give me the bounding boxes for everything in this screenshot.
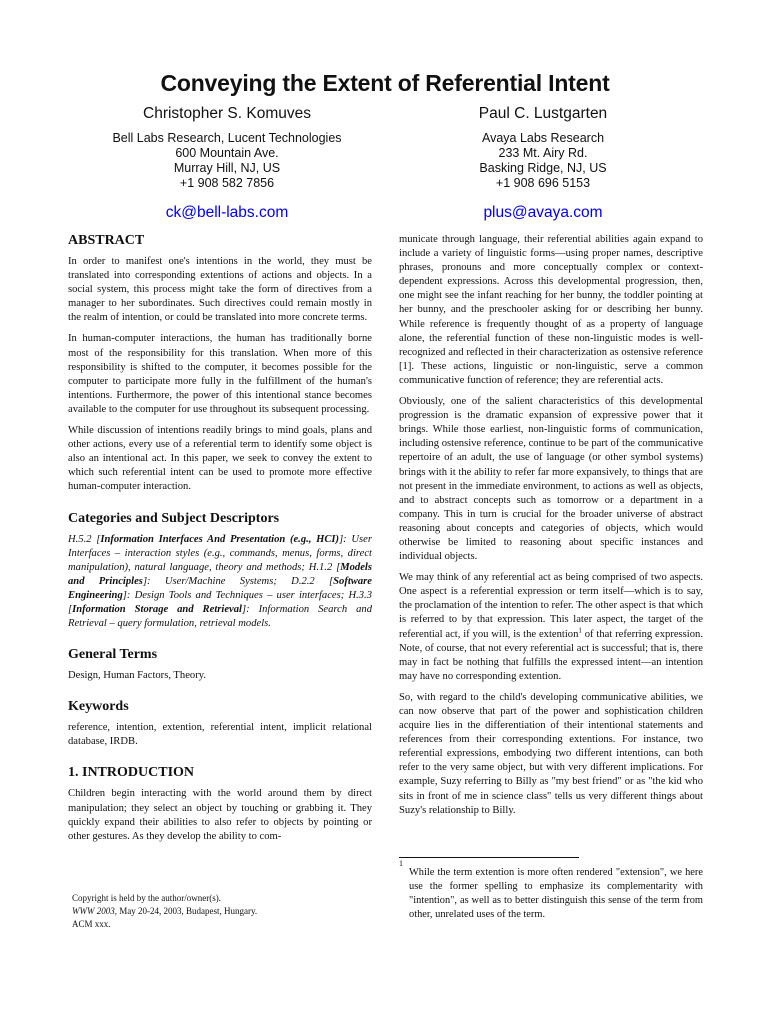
acm-line: ACM xxx. [72, 919, 111, 929]
abstract-paragraph: While discussion of intentions readily brings to mind goals, plans and other actions, every use of a referential term to identify some object is also an intentional act. In this paper, we seek to convey the extent to which such referential intent can be used to promote more effective human-computer interaction. [68, 425, 372, 493]
paper-title: Conveying the Extent of Referential Intent [160, 70, 610, 96]
author-city-line: Basking Ridge, NJ, US [479, 161, 607, 175]
introduction-paragraph: Children begin interacting with the world around them by direct manipulation; they select an object by touching or grabbing it. They quickly expand their abilities to also refer to objects by pointing or other gestures. As they develop the ability to com- [68, 788, 372, 842]
author-name: Paul C. Lustgarten [478, 105, 608, 122]
author-phone: +1 908 582 7856 [179, 176, 275, 190]
right-column [399, 233, 703, 825]
keywords-heading: Keywords [68, 699, 129, 715]
copyright-line: Copyright is held by the author/owner(s). [72, 893, 221, 903]
abstract-heading: ABSTRACT [68, 233, 145, 248]
general-terms-text: Design, Human Factors, Theory. [68, 670, 206, 682]
footnote-rule [399, 857, 579, 858]
body-paragraph: So, with regard to the child's developing communicative abilities, we can now observe that part of the power and sophistication children acquire lies in the differentiation of their intentional statements and references from their corresponding extentions. For instance, two referential expressions, embodying two different intentions, can both refer to the very same object, but with very different implications. For example, Suzy referring to Billy as "my best friend" or as "the kid who sits in front of me in science class" tells us very different things about Suzy's relationship to Billy. [399, 691, 703, 816]
footnote-marker[interactable]: 1 [578, 626, 582, 634]
author-phone: +1 908 696 5153 [495, 176, 591, 190]
abstract-paragraph: In human-computer interactions, the human has traditionally borne most of the responsibility for this translation. When more of this responsibility is shifted to the computer, it becomes possible for the computer to participate more fully in the fulfillment of the human's intentions. Furthermore, the power of this intentional stance becomes available to the computer for use throughout its subsequent processing. [68, 333, 372, 415]
author-address-line: 600 Mountain Ave. [175, 146, 279, 160]
body-paragraph: municate through language, their referential abilities again expand to include a variety of linguistic forms—using proper names, descriptive phrases, pronouns and more conceptually complex or context-dependent expressions. Across this developmental progression, then, one might see the infant reaching for her bunny, the toddler pointing at her bunny, and the preschooler asking for or describing her bunny. While reference is frequently thought of as a property of language alone, the referential function of these non-linguistic modes is well-recognized and reflected in their characterization as ostensive reference [1]. These actions, linguistic or non-linguistic, serve a common communicative function of reference; they are referential acts. [399, 234, 703, 386]
categories-text: H.5.2 [Information Interfaces And Presentation (e.g., HCI)]: User Interfaces – interaction styles (e.g., commands, menus, forms, direct manipulation), natural language, theory and methods; H.1.2 [Models and Principles]: User/Machine Systems; D.2.2 [Software Engineering]: Design Tools and Techniques – user interfaces; H.3.3 [Information Storage and Retrieval]: Information Search and Retrieval – query formulation, retrieval models. [68, 533, 372, 630]
author-affiliation-line: Avaya Labs Research [481, 131, 605, 145]
body-paragraph: Obviously, one of the salient characteristics of this developmental progression is the dramatic expansion of expressive power that it brings. While those earliest, non-linguistic forms of communication, including ostensive reference, continue to be part of the communicative repertoire of an adult, the use of language (or other symbol systems) brings with it the ability to refer far more expansively, to things that are not present in the immediate environment, to actions as well as objects, and to abstract concepts such as tomorrow or a department in a company. This in turn is crucial for the broader universe of abstract reasoning about concepts and categories of objects, which would otherwise be limited to reasoning about specific instances and individual objects. [399, 396, 703, 563]
introduction-heading: 1. INTRODUCTION [68, 765, 195, 781]
author-email-link[interactable]: ck@bell-labs.com [165, 204, 289, 221]
footnote: 1 While the term extention is more often rendered "extension", we here use the former spelling to emphasize its complementarity with "intention", as well as to better distinguish this sense of the term from other, unrelated uses of the term. [399, 859, 703, 920]
body-paragraph: We may think of any referential act as being comprised of two aspects. One aspect is a referential expression or term itself—which is to say, the proclamation of the intention to refer. The other aspect is that which is referred to by that expression. This later aspect, the target of the referential act, if you will, is the extention$^1$ of that referring expression. Note, of course, that not every referential act is successful; that is, there may in fact be nothing that fulfills the expressed intent—an intention may have no corresponding extention. [399, 572, 703, 682]
copyright-notice [72, 892, 372, 931]
author-name: Christopher S. Komuves [143, 105, 311, 122]
categories-heading: Categories and Subject Descriptors [68, 510, 280, 526]
abstract-paragraph: In order to manifest one's intentions in the world, they must be translated into corresponding extentions of actions and objects. In a social system, this process might take the form of directives from a manager to her subordinates. Such directives could remain mostly in the realm of intention, or could be translated into more concrete terms. [68, 256, 372, 324]
keywords-text: reference, intention, extention, referential intent, implicit relational database, IRDB. [68, 722, 372, 748]
footnote-text: While the term extention is more often rendered "extension", we here use the former spelling to emphasize its complementarity with "intention", as well as to better distinguish this sense of the term from other, unrelated uses of the term. [409, 867, 703, 920]
left-column [68, 233, 372, 851]
author-block-2 [383, 104, 703, 222]
author-block-1 [67, 104, 387, 222]
author-affiliation-line: Bell Labs Research, Lucent Technologies [112, 131, 342, 145]
venue-line: WWW 2003, May 20-24, 2003, Budapest, Hungary. [72, 906, 258, 916]
author-address-line: 233 Mt. Airy Rd. [498, 146, 588, 160]
general-terms-heading: General Terms [68, 647, 158, 663]
author-city-line: Murray Hill, NJ, US [173, 161, 281, 175]
author-email-link[interactable]: plus@avaya.com [483, 204, 603, 221]
